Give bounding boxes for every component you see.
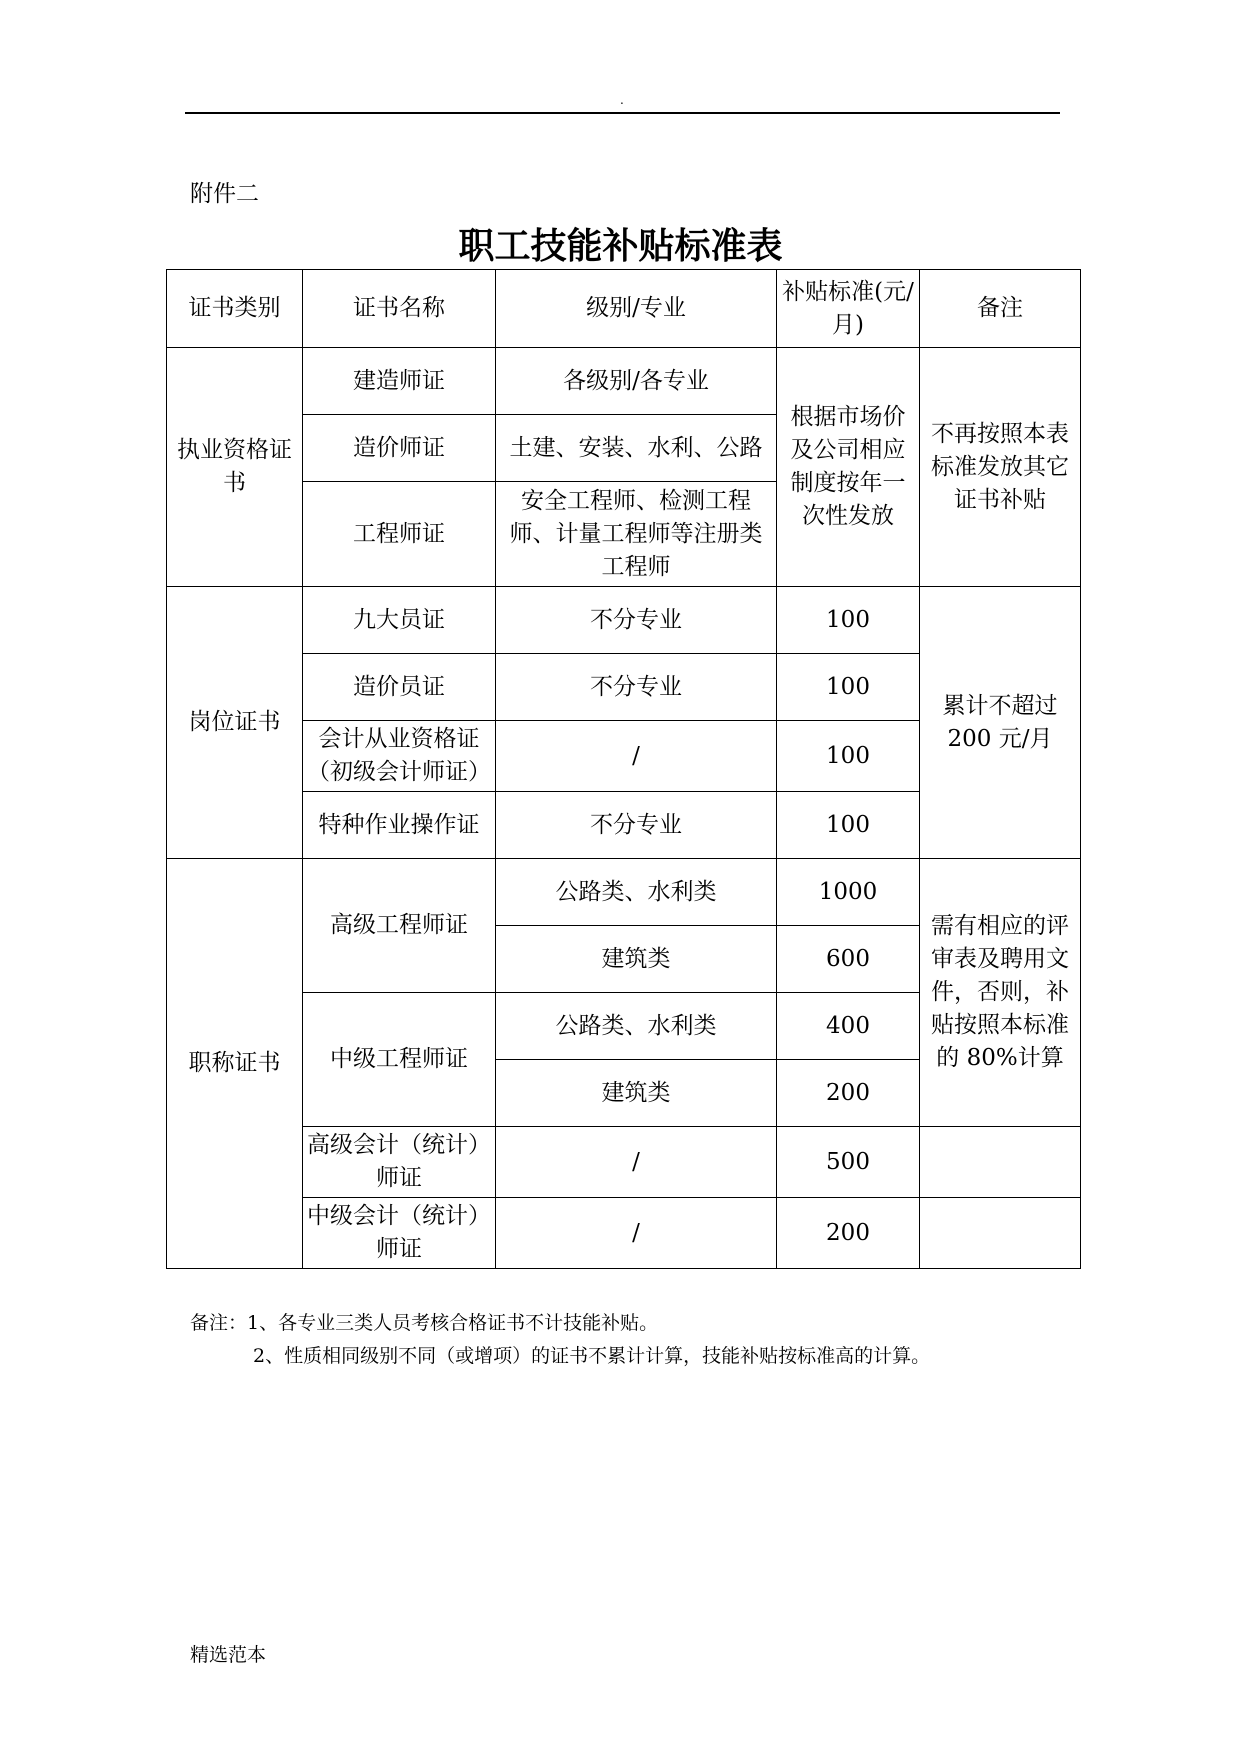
level-cell: 公路类、水利类 bbox=[496, 993, 777, 1060]
header-note: 备注 bbox=[920, 270, 1081, 348]
subsidy-standard-table bbox=[166, 269, 1081, 1269]
cert-name-cell: 中级会计（统计）师证 bbox=[303, 1198, 496, 1269]
subsidy-cell: 根据市场价及公司相应制度按年一次性发放 bbox=[777, 348, 920, 587]
level-cell: / bbox=[496, 721, 777, 792]
table-row bbox=[167, 1198, 1081, 1269]
note-cell bbox=[920, 1198, 1081, 1269]
header-dot: . bbox=[620, 93, 624, 107]
cert-name-cell: 造价员证 bbox=[303, 654, 496, 721]
note-line-2: 2、性质相同级别不同（或增项）的证书不累计计算，技能补贴按标准高的计算。 bbox=[253, 1345, 931, 1367]
subsidy-cell: 200 bbox=[777, 1198, 920, 1269]
note-line-1: 备注：1、各专业三类人员考核合格证书不计技能补贴。 bbox=[190, 1312, 659, 1334]
cert-name-cell: 建造师证 bbox=[303, 348, 496, 415]
category-cell: 执业资格证书 bbox=[167, 348, 303, 587]
cert-name-cell: 九大员证 bbox=[303, 587, 496, 654]
note-cell: 不再按照本表标准发放其它证书补贴 bbox=[920, 348, 1081, 587]
attachment-label: 附件二 bbox=[190, 181, 259, 207]
subsidy-cell: 500 bbox=[777, 1127, 920, 1198]
subsidy-cell: 100 bbox=[777, 587, 920, 654]
subsidy-cell: 200 bbox=[777, 1060, 920, 1127]
level-cell: / bbox=[496, 1127, 777, 1198]
footer-text: 精选范本 bbox=[190, 1644, 267, 1666]
notes-section bbox=[190, 1307, 930, 1373]
cert-name-cell: 中级工程师证 bbox=[303, 993, 496, 1127]
level-cell: 安全工程师、检测工程师、计量工程师等注册类工程师 bbox=[496, 482, 777, 587]
page-title: 职工技能补贴标准表 bbox=[458, 226, 783, 267]
cert-name-cell: 特种作业操作证 bbox=[303, 792, 496, 859]
level-cell: 土建、安装、水利、公路 bbox=[496, 415, 777, 482]
level-cell: / bbox=[496, 1198, 777, 1269]
level-cell: 不分专业 bbox=[496, 654, 777, 721]
header-rule bbox=[185, 112, 1060, 114]
subsidy-cell: 600 bbox=[777, 926, 920, 993]
table-row bbox=[167, 587, 1081, 654]
header-name: 证书名称 bbox=[303, 270, 496, 348]
level-cell: 各级别/各专业 bbox=[496, 348, 777, 415]
header-level: 级别/专业 bbox=[496, 270, 777, 348]
level-cell: 公路类、水利类 bbox=[496, 859, 777, 926]
table-row bbox=[167, 348, 1081, 415]
subsidy-cell: 400 bbox=[777, 993, 920, 1060]
cert-name-cell: 高级工程师证 bbox=[303, 859, 496, 993]
subsidy-cell: 1000 bbox=[777, 859, 920, 926]
note-cell: 需有相应的评审表及聘用文件，否则，补贴按照本标准的 80%计算 bbox=[920, 859, 1081, 1127]
table-row bbox=[167, 1127, 1081, 1198]
table-header-row bbox=[167, 270, 1081, 348]
level-cell: 不分专业 bbox=[496, 792, 777, 859]
category-cell: 职称证书 bbox=[167, 859, 303, 1269]
table-row bbox=[167, 859, 1081, 926]
cert-name-cell: 造价师证 bbox=[303, 415, 496, 482]
header-category: 证书类别 bbox=[167, 270, 303, 348]
subsidy-cell: 100 bbox=[777, 721, 920, 792]
subsidy-cell: 100 bbox=[777, 792, 920, 859]
note-cell: 累计不超过 200 元/月 bbox=[920, 587, 1081, 859]
header-subsidy: 补贴标准(元/月) bbox=[777, 270, 920, 348]
category-cell: 岗位证书 bbox=[167, 587, 303, 859]
subsidy-cell: 100 bbox=[777, 654, 920, 721]
cert-name-cell: 高级会计（统计）师证 bbox=[303, 1127, 496, 1198]
note-cell bbox=[920, 1127, 1081, 1198]
level-cell: 不分专业 bbox=[496, 587, 777, 654]
cert-name-cell: 工程师证 bbox=[303, 482, 496, 587]
level-cell: 建筑类 bbox=[496, 926, 777, 993]
cert-name-cell: 会计从业资格证（初级会计师证） bbox=[303, 721, 496, 792]
level-cell: 建筑类 bbox=[496, 1060, 777, 1127]
